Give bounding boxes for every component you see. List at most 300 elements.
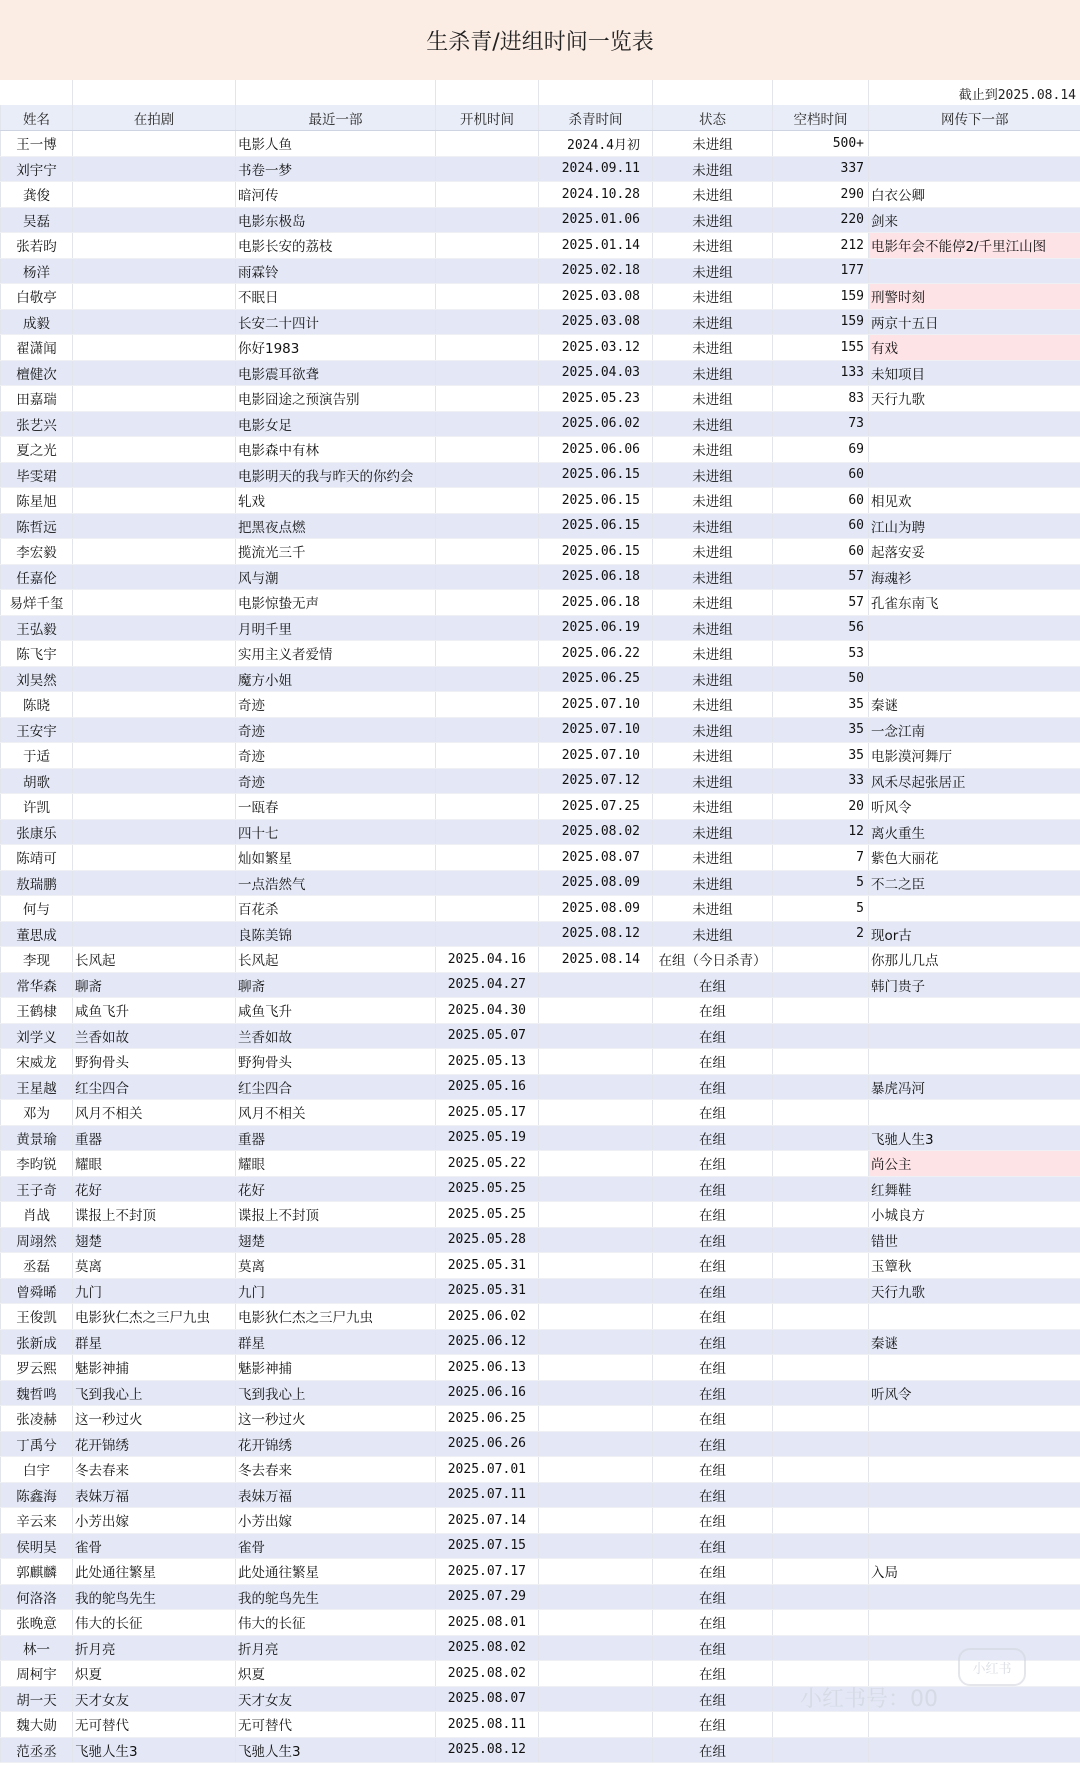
- cell-next-rumored: 秦谜: [869, 692, 1080, 718]
- cell-idle-days: 212: [773, 233, 869, 259]
- cell-next-rumored: 离火重生: [869, 819, 1080, 845]
- cell-current-show: 野狗骨头: [73, 1049, 236, 1075]
- cell-status: 未进组: [653, 335, 773, 361]
- cell-next-rumored: [869, 1457, 1080, 1483]
- cell-current-show: [73, 794, 236, 820]
- table-row: [1, 1202, 1080, 1228]
- cell-current-show: 伟大的长征: [73, 1610, 236, 1636]
- cell-start-date: [436, 819, 539, 845]
- cell-wrap-date: [539, 972, 653, 998]
- cell-wrap-date: 2025.07.25: [539, 794, 653, 820]
- cell-latest-work: 这一秒过火: [236, 1406, 436, 1432]
- cell-wrap-date: [539, 1100, 653, 1126]
- cell-start-date: 2025.05.22: [436, 1151, 539, 1177]
- cell-current-show: 小芳出嫁: [73, 1508, 236, 1534]
- cell-idle-days: [773, 1635, 869, 1661]
- cell-start-date: [436, 437, 539, 463]
- cell-latest-work: 月明千里: [236, 615, 436, 641]
- cell-wrap-date: [539, 1737, 653, 1763]
- cell-name: 张凌赫: [1, 1406, 73, 1432]
- cell-current-show: 重器: [73, 1125, 236, 1151]
- cell-current-show: [73, 207, 236, 233]
- cell-idle-days: 60: [773, 513, 869, 539]
- table-row: [1, 717, 1080, 743]
- table-row: [1, 1176, 1080, 1202]
- cell-start-date: 2025.04.30: [436, 998, 539, 1024]
- cell-idle-days: 69: [773, 437, 869, 463]
- cell-next-rumored: 刑警时刻: [869, 284, 1080, 310]
- cell-start-date: [436, 335, 539, 361]
- cell-status: 未进组: [653, 309, 773, 335]
- cell-current-show: [73, 692, 236, 718]
- table-row: [1, 641, 1080, 667]
- table-title: 生杀青/进组时间一览表: [0, 0, 1080, 81]
- cell-wrap-date: 2025.01.06: [539, 207, 653, 233]
- cell-start-date: 2025.08.02: [436, 1635, 539, 1661]
- cell-start-date: 2025.05.19: [436, 1125, 539, 1151]
- cell-status: 未进组: [653, 870, 773, 896]
- cell-current-show: [73, 488, 236, 514]
- cell-current-show: [73, 717, 236, 743]
- cell-idle-days: [773, 1533, 869, 1559]
- cell-idle-days: [773, 1610, 869, 1636]
- cell-latest-work: 野狗骨头: [236, 1049, 436, 1075]
- cell-wrap-date: 2025.06.18: [539, 564, 653, 590]
- cell-idle-days: 60: [773, 539, 869, 565]
- cell-wrap-date: 2024.09.11: [539, 156, 653, 182]
- cell-start-date: 2025.07.15: [436, 1533, 539, 1559]
- cell-status: 未进组: [653, 411, 773, 437]
- table-row: [1, 233, 1080, 259]
- table-row: [1, 156, 1080, 182]
- cell-latest-work: 百花杀: [236, 896, 436, 922]
- cell-wrap-date: 2025.08.09: [539, 896, 653, 922]
- cell-idle-days: 35: [773, 743, 869, 769]
- cell-status: 在组: [653, 1278, 773, 1304]
- table-row: [1, 1431, 1080, 1457]
- cell-latest-work: 雀骨: [236, 1533, 436, 1559]
- cell-current-show: [73, 743, 236, 769]
- cell-name: 张晚意: [1, 1610, 73, 1636]
- cell-next-rumored: [869, 1023, 1080, 1049]
- table-row: [1, 666, 1080, 692]
- cell-start-date: [436, 284, 539, 310]
- cell-latest-work: 风与潮: [236, 564, 436, 590]
- cell-name: 陈靖可: [1, 845, 73, 871]
- cell-name: 白敬亭: [1, 284, 73, 310]
- table-row: [1, 896, 1080, 922]
- cell-start-date: 2025.06.26: [436, 1431, 539, 1457]
- cell-latest-work: 暗河传: [236, 182, 436, 208]
- cell-name: 邓为: [1, 1100, 73, 1126]
- cell-start-date: 2025.08.07: [436, 1686, 539, 1712]
- cell-name: 任嘉伦: [1, 564, 73, 590]
- cell-wrap-date: 2025.05.23: [539, 386, 653, 412]
- cell-current-show: 群星: [73, 1329, 236, 1355]
- cell-idle-days: [773, 1355, 869, 1381]
- cell-latest-work: 电影震耳欲聋: [236, 360, 436, 386]
- cell-latest-work: 电影女足: [236, 411, 436, 437]
- cell-idle-days: 35: [773, 692, 869, 718]
- cell-latest-work: 我的鸵鸟先生: [236, 1584, 436, 1610]
- cell-wrap-date: [539, 1610, 653, 1636]
- header-wrap-date: 杀青时间: [539, 105, 653, 131]
- cell-next-rumored: [869, 1431, 1080, 1457]
- cell-latest-work: 良陈美锦: [236, 921, 436, 947]
- cell-wrap-date: [539, 1712, 653, 1738]
- cell-current-show: 表妹万福: [73, 1482, 236, 1508]
- cell-start-date: 2025.04.16: [436, 947, 539, 973]
- cell-idle-days: 56: [773, 615, 869, 641]
- cell-wrap-date: [539, 1686, 653, 1712]
- cell-status: 在组: [653, 1635, 773, 1661]
- cell-name: 刘宇宁: [1, 156, 73, 182]
- cell-latest-work: 谍报上不封顶: [236, 1202, 436, 1228]
- cell-name: 王鹤棣: [1, 998, 73, 1024]
- cell-next-rumored: 江山为聘: [869, 513, 1080, 539]
- cell-current-show: [73, 870, 236, 896]
- cell-name: 易烊千玺: [1, 590, 73, 616]
- table-row: [1, 488, 1080, 514]
- cell-current-show: [73, 156, 236, 182]
- cell-idle-days: 155: [773, 335, 869, 361]
- cell-start-date: 2025.06.02: [436, 1304, 539, 1330]
- cell-wrap-date: 2025.03.12: [539, 335, 653, 361]
- cell-status: 在组: [653, 1508, 773, 1534]
- cell-wrap-date: 2025.08.12: [539, 921, 653, 947]
- table-row: [1, 998, 1080, 1024]
- table-row: [1, 845, 1080, 871]
- cell-name: 周翊然: [1, 1227, 73, 1253]
- cell-name: 黄景瑜: [1, 1125, 73, 1151]
- cell-start-date: [436, 411, 539, 437]
- cell-idle-days: 83: [773, 386, 869, 412]
- cell-name: 陈飞宇: [1, 641, 73, 667]
- cell-status: 在组: [653, 1533, 773, 1559]
- cell-start-date: [436, 717, 539, 743]
- cell-name: 王俊凯: [1, 1304, 73, 1330]
- cell-idle-days: 159: [773, 309, 869, 335]
- cell-name: 林一: [1, 1635, 73, 1661]
- cell-latest-work: 电影东极岛: [236, 207, 436, 233]
- cell-idle-days: [773, 947, 869, 973]
- cell-wrap-date: 2025.06.18: [539, 590, 653, 616]
- cell-latest-work: 花开锦绣: [236, 1431, 436, 1457]
- cell-current-show: 长风起: [73, 947, 236, 973]
- cell-next-rumored: 不二之臣: [869, 870, 1080, 896]
- cell-status: 在组: [653, 998, 773, 1024]
- cell-name: 何与: [1, 896, 73, 922]
- cell-idle-days: 53: [773, 641, 869, 667]
- cell-status: 未进组: [653, 488, 773, 514]
- cell-name: 杨洋: [1, 258, 73, 284]
- cell-wrap-date: 2025.01.14: [539, 233, 653, 259]
- cell-name: 檀健次: [1, 360, 73, 386]
- table-row: [1, 972, 1080, 998]
- cell-idle-days: [773, 1304, 869, 1330]
- cell-idle-days: [773, 1176, 869, 1202]
- cell-wrap-date: 2025.08.07: [539, 845, 653, 871]
- cell-name: 宋威龙: [1, 1049, 73, 1075]
- cell-status: 未进组: [653, 462, 773, 488]
- as-of-date: 截止到2025.08.14: [958, 88, 1076, 103]
- cell-start-date: 2025.05.07: [436, 1023, 539, 1049]
- cell-next-rumored: 风禾尽起张居正: [869, 768, 1080, 794]
- cell-latest-work: 长安二十四计: [236, 309, 436, 335]
- cell-current-show: 风月不相关: [73, 1100, 236, 1126]
- table-row: [1, 182, 1080, 208]
- cell-status: 未进组: [653, 233, 773, 259]
- table-row: [1, 513, 1080, 539]
- cell-wrap-date: [539, 1202, 653, 1228]
- cell-start-date: [436, 768, 539, 794]
- cell-latest-work: 冬去春来: [236, 1457, 436, 1483]
- cell-next-rumored: [869, 131, 1080, 157]
- cell-name: 王子奇: [1, 1176, 73, 1202]
- cell-idle-days: [773, 1023, 869, 1049]
- cell-start-date: 2025.08.01: [436, 1610, 539, 1636]
- cell-next-rumored: [869, 1533, 1080, 1559]
- cell-latest-work: 你好1983: [236, 335, 436, 361]
- cell-status: 未进组: [653, 207, 773, 233]
- cell-wrap-date: 2025.06.22: [539, 641, 653, 667]
- table-row: [1, 437, 1080, 463]
- cell-current-show: 聊斋: [73, 972, 236, 998]
- cell-name: 陈哲远: [1, 513, 73, 539]
- cell-current-show: 飞到我心上: [73, 1380, 236, 1406]
- header-current-show: 在拍剧: [73, 105, 236, 131]
- cell-start-date: 2025.07.29: [436, 1584, 539, 1610]
- cell-start-date: [436, 564, 539, 590]
- cell-status: 在组: [653, 1304, 773, 1330]
- cell-idle-days: 133: [773, 360, 869, 386]
- cell-current-show: [73, 284, 236, 310]
- cell-current-show: [73, 539, 236, 565]
- cell-wrap-date: 2025.06.06: [539, 437, 653, 463]
- cell-wrap-date: 2025.06.25: [539, 666, 653, 692]
- cell-next-rumored: [869, 998, 1080, 1024]
- cell-idle-days: [773, 1074, 869, 1100]
- table-row: [1, 1074, 1080, 1100]
- cell-start-date: 2025.07.17: [436, 1559, 539, 1585]
- cell-start-date: [436, 360, 539, 386]
- cell-latest-work: 长风起: [236, 947, 436, 973]
- cell-status: 未进组: [653, 666, 773, 692]
- cell-wrap-date: [539, 1176, 653, 1202]
- cell-wrap-date: 2025.07.10: [539, 692, 653, 718]
- cell-status: 未进组: [653, 641, 773, 667]
- cell-next-rumored: 秦谜: [869, 1329, 1080, 1355]
- cell-latest-work: 天才女友: [236, 1686, 436, 1712]
- cell-wrap-date: [539, 1125, 653, 1151]
- cell-status: 在组: [653, 1100, 773, 1126]
- header-name: 姓名: [1, 105, 73, 131]
- table-row: [1, 1610, 1080, 1636]
- cell-idle-days: [773, 1100, 869, 1126]
- cell-wrap-date: 2025.06.15: [539, 488, 653, 514]
- table-row: [1, 1049, 1080, 1075]
- watermark-text: 小红书号：00: [800, 1687, 938, 1712]
- cell-start-date: [436, 666, 539, 692]
- cell-start-date: [436, 386, 539, 412]
- cell-status: 未进组: [653, 513, 773, 539]
- cell-name: 辛云来: [1, 1508, 73, 1534]
- cell-status: 未进组: [653, 437, 773, 463]
- cell-name: 吴磊: [1, 207, 73, 233]
- cell-wrap-date: [539, 1584, 653, 1610]
- cell-next-rumored: 剑来: [869, 207, 1080, 233]
- cell-idle-days: 290: [773, 182, 869, 208]
- cell-wrap-date: 2025.06.15: [539, 462, 653, 488]
- cell-start-date: 2025.05.16: [436, 1074, 539, 1100]
- cell-current-show: 天才女友: [73, 1686, 236, 1712]
- table-row: [1, 1406, 1080, 1432]
- header-idle-days: 空档时间: [773, 105, 869, 131]
- cell-wrap-date: [539, 1023, 653, 1049]
- cell-latest-work: 飞到我心上: [236, 1380, 436, 1406]
- cell-current-show: 雀骨: [73, 1533, 236, 1559]
- cell-latest-work: 此处通往繁星: [236, 1559, 436, 1585]
- cell-name: 王弘毅: [1, 615, 73, 641]
- cell-next-rumored: [869, 1712, 1080, 1738]
- cell-current-show: [73, 411, 236, 437]
- table-row: [1, 870, 1080, 896]
- cell-name: 侯明昊: [1, 1533, 73, 1559]
- cell-current-show: 红尘四合: [73, 1074, 236, 1100]
- cell-name: 常华森: [1, 972, 73, 998]
- cell-name: 毕雯珺: [1, 462, 73, 488]
- cell-start-date: 2025.08.11: [436, 1712, 539, 1738]
- cell-next-rumored: [869, 615, 1080, 641]
- table-row: [1, 1482, 1080, 1508]
- header-row: [1, 105, 1080, 131]
- cell-wrap-date: [539, 1482, 653, 1508]
- header-latest-work: 最近一部: [236, 105, 436, 131]
- cell-status: 在组: [653, 1457, 773, 1483]
- header-start-date: 开机时间: [436, 105, 539, 131]
- cell-wrap-date: [539, 1406, 653, 1432]
- table-row: [1, 1457, 1080, 1483]
- cell-start-date: [436, 258, 539, 284]
- table-row: [1, 819, 1080, 845]
- cell-current-show: 飞驰人生3: [73, 1737, 236, 1763]
- cell-next-rumored: [869, 1508, 1080, 1534]
- cell-status: 在组: [653, 1737, 773, 1763]
- cell-current-show: [73, 615, 236, 641]
- cell-wrap-date: 2025.03.08: [539, 284, 653, 310]
- cell-idle-days: 177: [773, 258, 869, 284]
- watermark-badge: 小红书: [958, 1648, 1026, 1686]
- cell-name: 肖战: [1, 1202, 73, 1228]
- cell-idle-days: [773, 1508, 869, 1534]
- cell-wrap-date: 2025.02.18: [539, 258, 653, 284]
- cell-status: 未进组: [653, 564, 773, 590]
- cell-status: 在组: [653, 1151, 773, 1177]
- cell-next-rumored: 相见欢: [869, 488, 1080, 514]
- cell-status: 在组: [653, 972, 773, 998]
- cell-latest-work: 无可替代: [236, 1712, 436, 1738]
- cell-wrap-date: [539, 1329, 653, 1355]
- table-row: [1, 1737, 1080, 1763]
- cell-wrap-date: [539, 1533, 653, 1559]
- cell-latest-work: 炽夏: [236, 1661, 436, 1687]
- table-row: [1, 1125, 1080, 1151]
- cell-latest-work: 耀眼: [236, 1151, 436, 1177]
- cell-status: 在组: [653, 1712, 773, 1738]
- cell-name: 罗云熙: [1, 1355, 73, 1381]
- cell-current-show: 花好: [73, 1176, 236, 1202]
- cell-latest-work: 电影明天的我与昨天的你约会: [236, 462, 436, 488]
- table-row: [1, 1355, 1080, 1381]
- cell-status: 在组: [653, 1661, 773, 1687]
- cell-name: 田嘉瑞: [1, 386, 73, 412]
- cell-name: 成毅: [1, 309, 73, 335]
- as-of-row: [0, 80, 1080, 106]
- cell-name: 龚俊: [1, 182, 73, 208]
- header-next-rumored: 网传下一部: [869, 105, 1080, 131]
- cell-current-show: 魅影神捕: [73, 1355, 236, 1381]
- cell-next-rumored: [869, 1482, 1080, 1508]
- cell-current-show: 此处通往繁星: [73, 1559, 236, 1585]
- cell-idle-days: [773, 972, 869, 998]
- cell-current-show: [73, 462, 236, 488]
- table-row: [1, 309, 1080, 335]
- cell-latest-work: 飞驰人生3: [236, 1737, 436, 1763]
- cell-latest-work: 九门: [236, 1278, 436, 1304]
- cell-idle-days: [773, 1253, 869, 1279]
- cell-start-date: 2025.08.02: [436, 1661, 539, 1687]
- cell-name: 夏之光: [1, 437, 73, 463]
- cell-next-rumored: [869, 258, 1080, 284]
- cell-name: 张艺兴: [1, 411, 73, 437]
- cell-current-show: [73, 360, 236, 386]
- cell-start-date: [436, 233, 539, 259]
- cell-next-rumored: [869, 1610, 1080, 1636]
- cell-wrap-date: [539, 998, 653, 1024]
- cell-start-date: [436, 921, 539, 947]
- cell-name: 魏哲鸣: [1, 1380, 73, 1406]
- cell-start-date: [436, 462, 539, 488]
- cell-latest-work: 一点浩然气: [236, 870, 436, 896]
- cell-next-rumored: [869, 1100, 1080, 1126]
- cell-status: 在组: [653, 1253, 773, 1279]
- cell-next-rumored: [869, 1304, 1080, 1330]
- cell-idle-days: [773, 1278, 869, 1304]
- cell-wrap-date: [539, 1635, 653, 1661]
- cell-latest-work: 花好: [236, 1176, 436, 1202]
- cell-current-show: [73, 590, 236, 616]
- cell-start-date: 2025.05.13: [436, 1049, 539, 1075]
- cell-wrap-date: [539, 1457, 653, 1483]
- cell-status: 未进组: [653, 386, 773, 412]
- cell-status: 未进组: [653, 896, 773, 922]
- cell-idle-days: [773, 1457, 869, 1483]
- cell-current-show: 谍报上不封顶: [73, 1202, 236, 1228]
- cell-next-rumored: [869, 462, 1080, 488]
- cell-status: 在组: [653, 1559, 773, 1585]
- cell-next-rumored: 起落安妥: [869, 539, 1080, 565]
- cell-idle-days: 60: [773, 488, 869, 514]
- table-row: [1, 590, 1080, 616]
- cell-latest-work: 群星: [236, 1329, 436, 1355]
- cell-status: 未进组: [653, 590, 773, 616]
- cell-name: 李昀锐: [1, 1151, 73, 1177]
- cell-current-show: [73, 896, 236, 922]
- table-row: [1, 539, 1080, 565]
- cell-start-date: [436, 896, 539, 922]
- cell-status: 在组: [653, 1584, 773, 1610]
- cell-start-date: [436, 156, 539, 182]
